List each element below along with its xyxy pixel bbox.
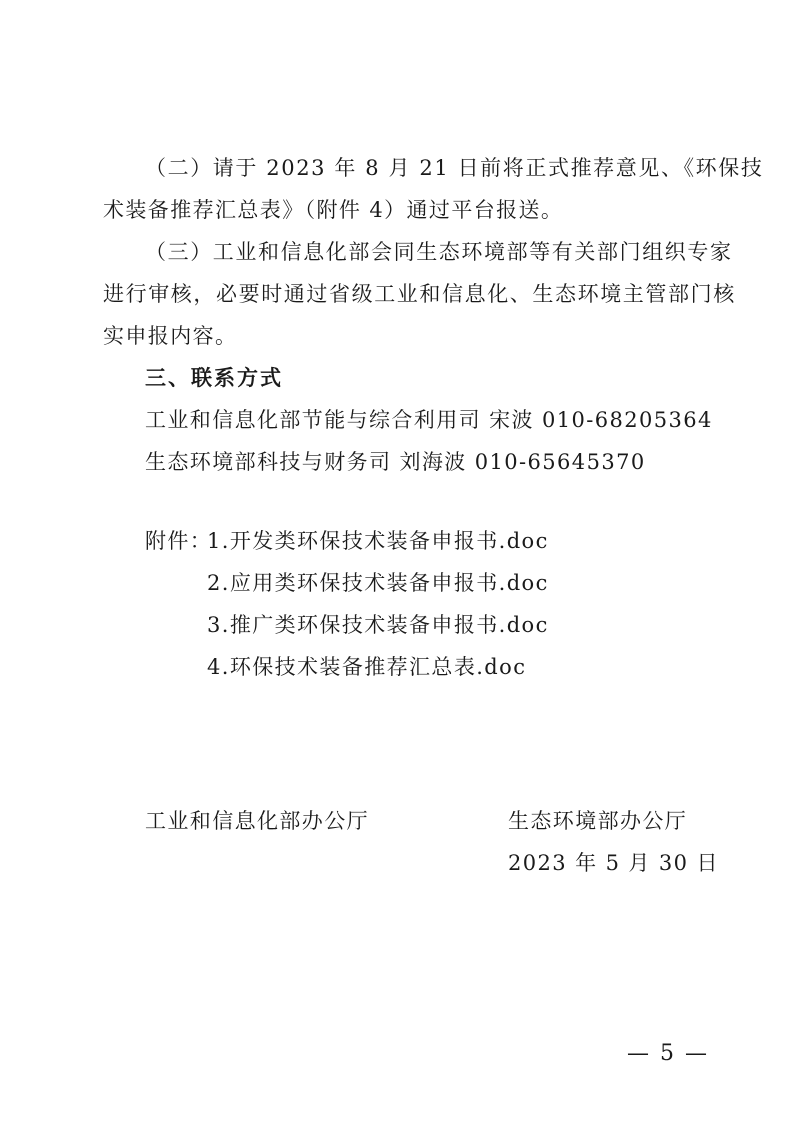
signature-date: 2023 年 5 月 30 日: [508, 851, 719, 875]
attachment-item: 1.开发类环保技术装备申报书.doc: [207, 529, 549, 553]
page-number: — 5 —: [627, 1041, 709, 1066]
attachment-item: 4.环保技术装备推荐汇总表.doc: [207, 655, 527, 679]
para2-line2: 术装备推荐汇总表》（附件 4）通过平台报送。: [103, 198, 564, 222]
para2-line1: （二）请于 2023 年 8 月 21 日前将正式推荐意见、《环保技: [145, 156, 764, 180]
section-heading-contact: 三、联系方式: [145, 366, 283, 390]
attachment-item: 2.应用类环保技术装备申报书.doc: [207, 571, 549, 595]
contact-line-miit: 工业和信息化部节能与综合利用司 宋波 010-68205364: [145, 408, 713, 432]
para3-line3: 实申报内容。: [103, 324, 238, 348]
para3-line1: （三）工业和信息化部会同生态环境部等有关部门组织专家: [145, 240, 733, 264]
signature-right-org: 生态环境部办公厅: [508, 809, 688, 833]
signature-left-org: 工业和信息化部办公厅: [145, 809, 369, 833]
para3-line2: 进行审核，必要时通过省级工业和信息化、生态环境主管部门核: [103, 282, 736, 306]
attachments-label: 附件：: [145, 529, 213, 553]
contact-line-mee: 生态环境部科技与财务司 刘海波 010-65645370: [145, 450, 646, 474]
attachment-item: 3.推广类环保技术装备申报书.doc: [207, 613, 549, 637]
